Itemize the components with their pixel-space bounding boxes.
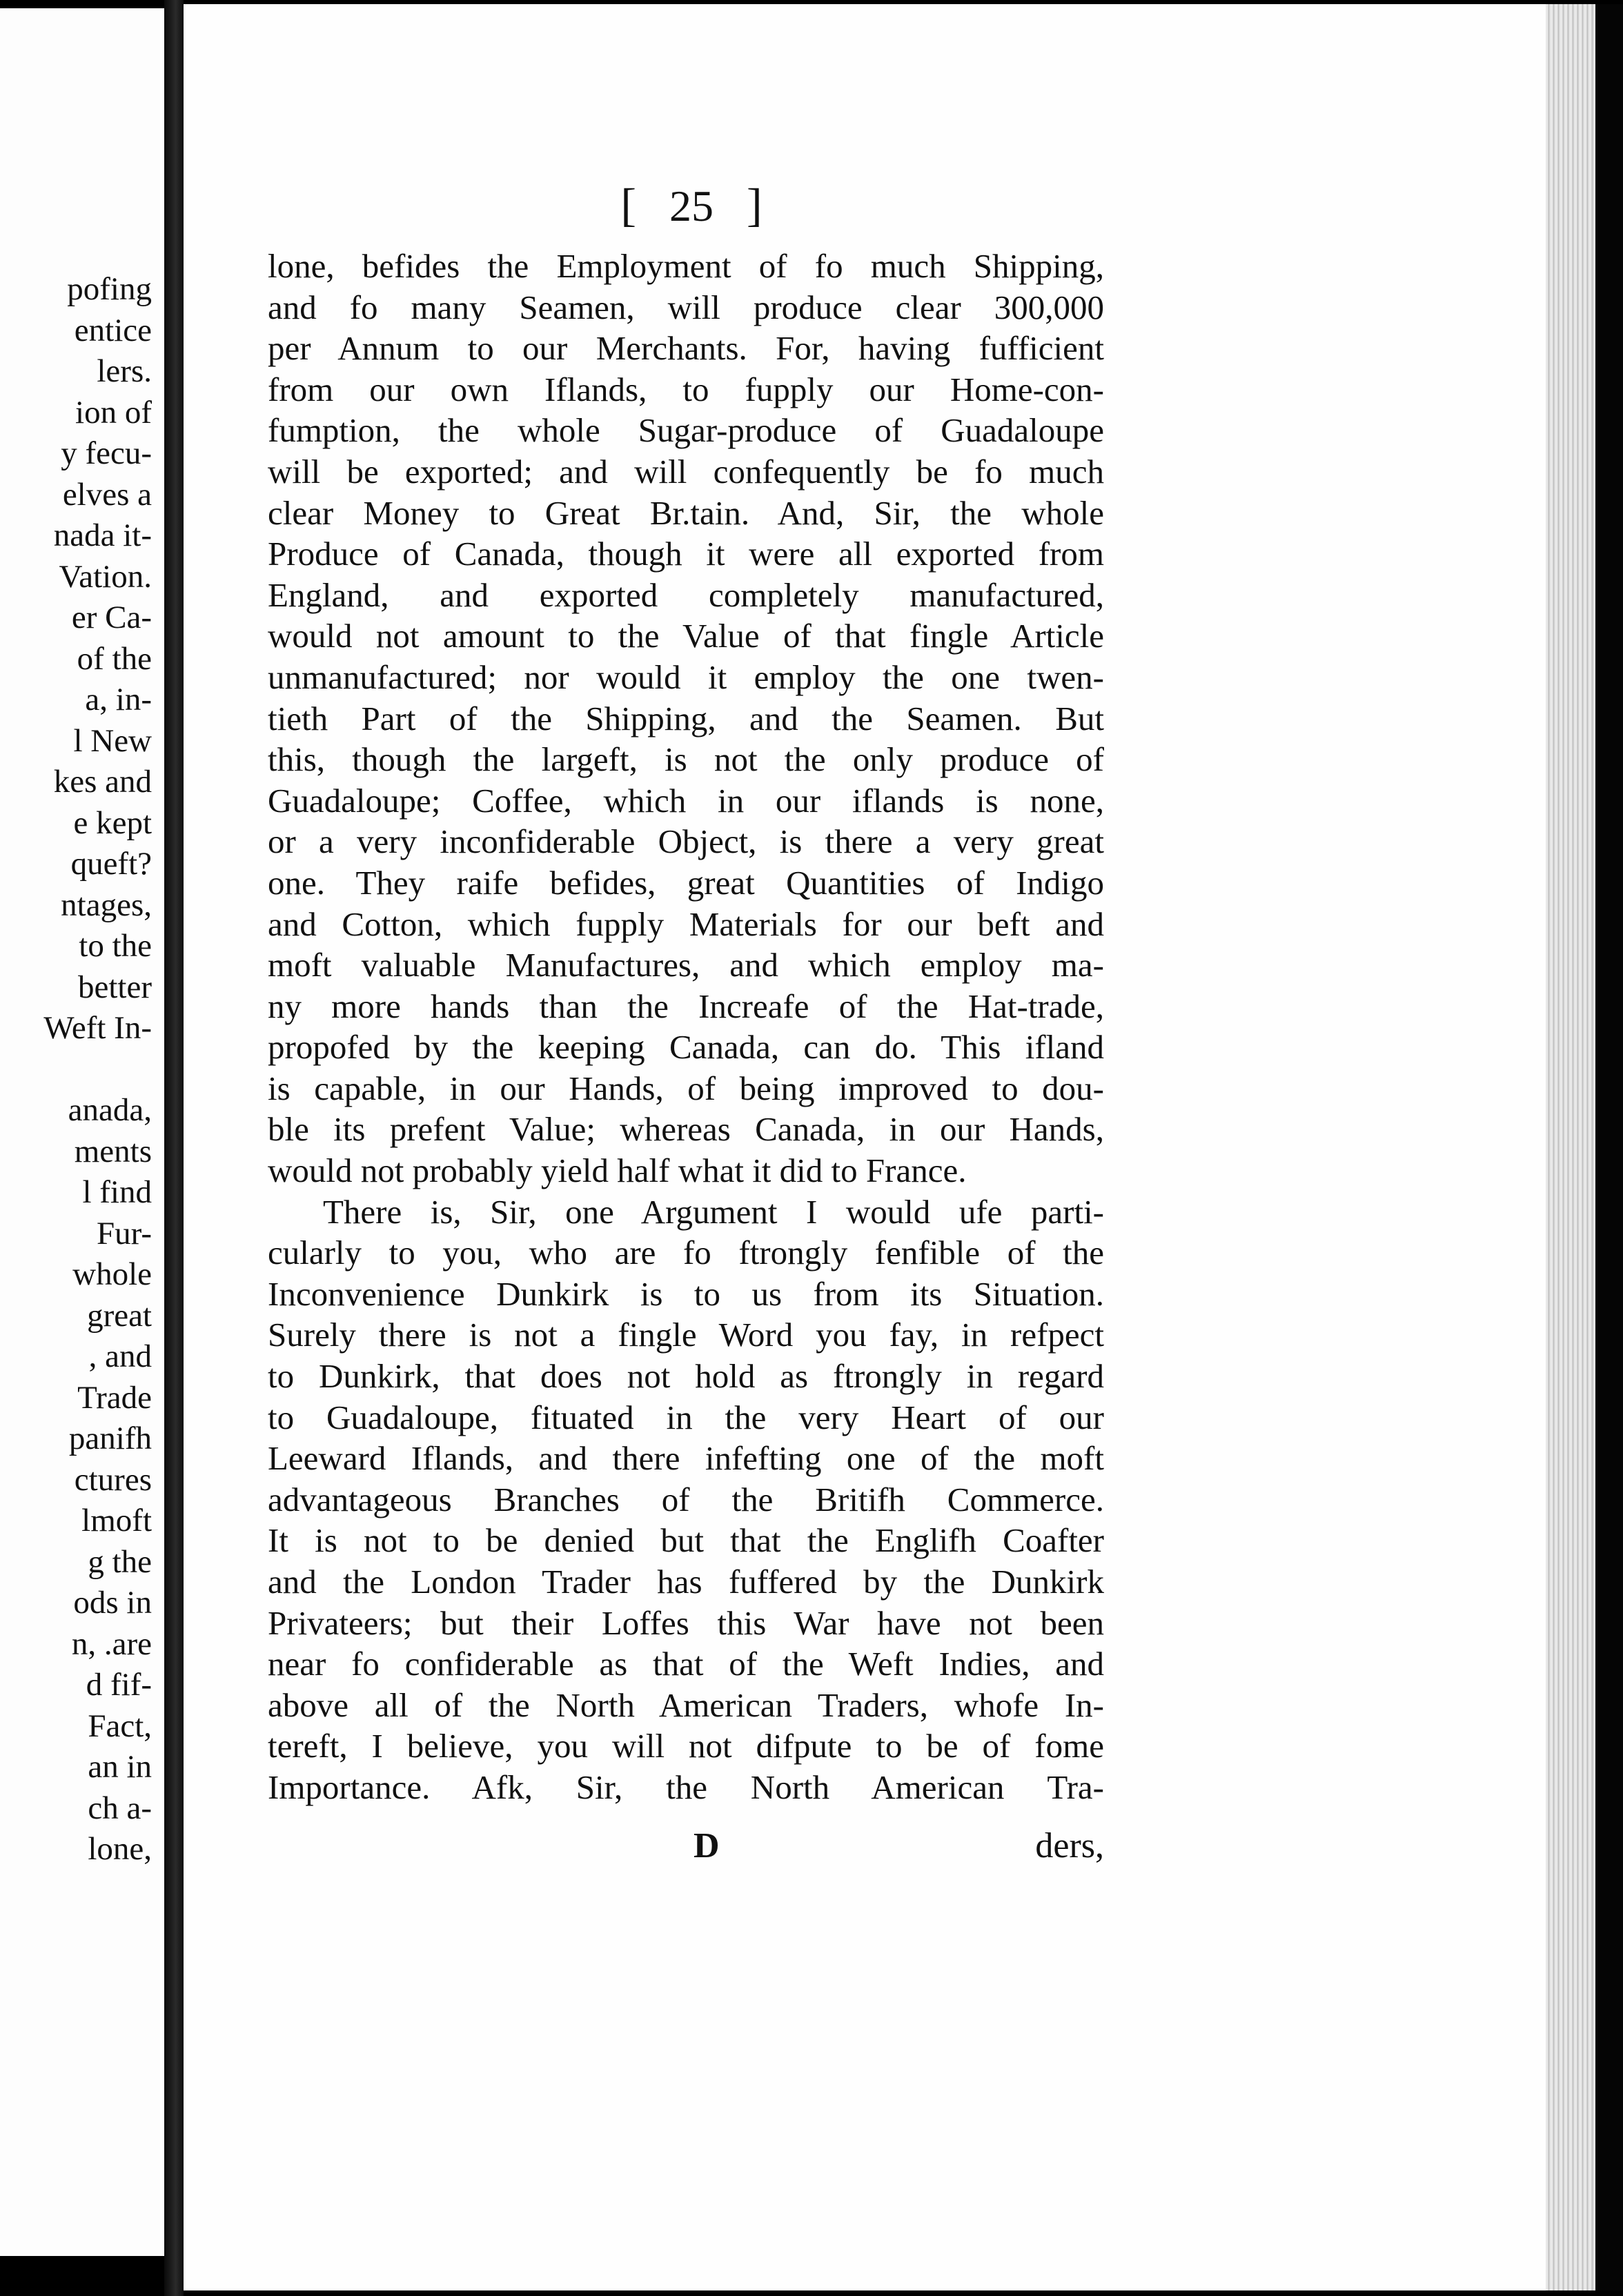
facing-page-line: an in <box>88 1749 152 1785</box>
catchword: ders, <box>1035 1826 1104 1866</box>
text-line: from our own Iflands, to fupply our Home-con- <box>268 370 1104 408</box>
facing-page-line: Weft In- <box>43 1010 152 1046</box>
text-line: tieth Part of the Shipping, and the Seamen. But <box>268 699 1104 738</box>
text-line: near fo confiderable as that of the Weft Indies, and <box>268 1645 1104 1683</box>
page-number-value: 25 <box>669 181 714 230</box>
facing-page-line: panifh <box>68 1421 152 1456</box>
facing-page-line: er Ca- <box>71 600 152 635</box>
facing-page-line: a, in- <box>85 682 152 718</box>
facing-page-line: , and <box>88 1338 152 1374</box>
facing-page-line: ctures <box>74 1461 152 1498</box>
text-line: England, and exported completely manufactured, <box>268 575 1104 614</box>
text-line: tereft, I believe, you will not difpute to be of fome <box>268 1727 1104 1765</box>
text-line: to Guadaloupe, fituated in the very Heart of our <box>268 1398 1104 1436</box>
facing-page-line: lmoft <box>81 1503 152 1538</box>
text-line: would not amount to the Value of that fingle Article <box>268 617 1104 655</box>
facing-page-line: elves a <box>62 476 152 513</box>
text-line: moft valuable Manufactures, and which employ ma- <box>268 946 1104 984</box>
text-line: is capable, in our Hands, of being improved to dou- <box>268 1069 1104 1107</box>
text-line: or a very inconfiderable Object, is there a very great <box>268 822 1104 861</box>
facing-page-line: kes and <box>53 764 152 800</box>
facing-page-line: better <box>78 969 152 1005</box>
text-line: Guadaloupe; Coffee, which in our iflands is none, <box>268 781 1104 820</box>
facing-page-line: lers. <box>97 353 152 389</box>
text-line: fumption, the whole Sugar-produce of Guadaloupe <box>268 411 1104 450</box>
facing-page-line: d fif- <box>86 1667 152 1703</box>
text-line: Produce of Canada, though it were all exported from <box>268 535 1104 573</box>
text-line: advantageous Branches of the Britifh Commerce. <box>268 1480 1104 1518</box>
facing-page-line: nada it- <box>53 517 152 553</box>
facing-page-line: Fur- <box>96 1215 152 1251</box>
facing-page-line: e kept <box>73 804 152 841</box>
text-line: cularly to you, who are fo ftrongly fenfible of the <box>268 1234 1104 1272</box>
facing-page-line: of the <box>77 640 152 677</box>
page-body-text <box>268 246 1104 1808</box>
text-line: Surely there is not a fingle Word you fay, in refpect <box>268 1316 1104 1354</box>
facing-page-line: ods in <box>73 1585 152 1621</box>
text-line: would not probably yield half what it did to France. <box>268 1151 967 1190</box>
facing-page-line: ments <box>74 1133 152 1169</box>
signature-mark: D <box>694 1826 720 1866</box>
facing-page-line: ntages, <box>61 887 152 923</box>
text-line: clear Money to Great Br.tain. And, Sir, the whole <box>268 493 1104 532</box>
text-line: to Dunkirk, that does not hold as ftrongly in regard <box>268 1357 1104 1396</box>
text-line: will be exported; and will confequently be fo much <box>268 452 1104 491</box>
text-line: and Cotton, which fupply Materials for our beft and <box>268 904 1104 943</box>
text-line: this, though the largeft, is not the only produce of <box>268 740 1104 779</box>
facing-page-line: y fecu- <box>61 435 152 471</box>
page-number-close-bracket: ] <box>747 179 763 231</box>
facing-page-line: Trade <box>77 1379 152 1416</box>
text-line: and the London Trader has fuffered by the Dunkirk <box>268 1563 1104 1601</box>
facing-page-left <box>0 8 164 2256</box>
page-edge-shadow <box>1595 4 1623 2290</box>
page-number-open-bracket: [ <box>620 179 636 231</box>
text-line: Privateers; but their Loffes this War have not been <box>268 1603 1104 1642</box>
text-line: ny more hands than the Increafe of the Hat-trade, <box>268 987 1104 1025</box>
facing-page-line: n, .are <box>71 1625 152 1662</box>
facing-page-line <box>0 1049 152 1091</box>
text-line: Inconvenience Dunkirk is to us from its Situation. <box>268 1274 1104 1313</box>
text-line: and fo many Seamen, will produce clear 300,000 <box>268 288 1104 326</box>
text-line: lone, befides the Employment of fo much Shipping, <box>268 247 1104 285</box>
text-line: Leeward Iflands, and there infefting one of the moft <box>268 1439 1104 1478</box>
text-line: one. They raife befides, great Quantities of Indigo <box>268 863 1104 902</box>
book-gutter <box>164 0 184 2296</box>
paragraph-start-line: There is, Sir, one Argument I would ufe parti- <box>323 1192 1104 1231</box>
text-line: It is not to be denied but that the Englifh Coafter <box>268 1521 1104 1560</box>
page-footer <box>268 1825 1104 1867</box>
facing-page-line: queft? <box>70 846 152 882</box>
facing-page-line: l New <box>73 722 152 759</box>
facing-page-line: Vation. <box>59 558 152 595</box>
text-line: Importance. Afk, Sir, the North American Tra- <box>268 1768 1104 1806</box>
facing-page-line: ion of <box>75 394 152 430</box>
facing-page-line: great <box>87 1297 152 1334</box>
facing-page-line: anada, <box>68 1092 152 1128</box>
facing-page-line: Fact, <box>88 1708 152 1744</box>
facing-page-line: l find <box>82 1174 152 1210</box>
text-line: above all of the North American Traders, whofe In- <box>268 1685 1104 1724</box>
text-line: propofed by the keeping Canada, can do. This ifland <box>268 1028 1104 1067</box>
facing-page-line: g the <box>88 1543 152 1580</box>
facing-page-line: entice <box>74 312 152 348</box>
page-number <box>595 178 788 232</box>
facing-page-line: ch a- <box>88 1790 152 1826</box>
facing-page-line: pofing <box>67 271 152 307</box>
facing-page-line: to the <box>79 928 152 964</box>
facing-page-line: whole <box>72 1256 152 1292</box>
page-edges <box>1546 4 1595 2290</box>
facing-page-line: lone, <box>88 1831 152 1867</box>
text-line: unmanufactured; nor would it employ the one twen- <box>268 657 1104 696</box>
text-line: per Annum to our Merchants. For, having fufficient <box>268 329 1104 368</box>
facing-page-text <box>0 269 152 1870</box>
text-line: ble its prefent Value; whereas Canada, in our Hands, <box>268 1110 1104 1149</box>
